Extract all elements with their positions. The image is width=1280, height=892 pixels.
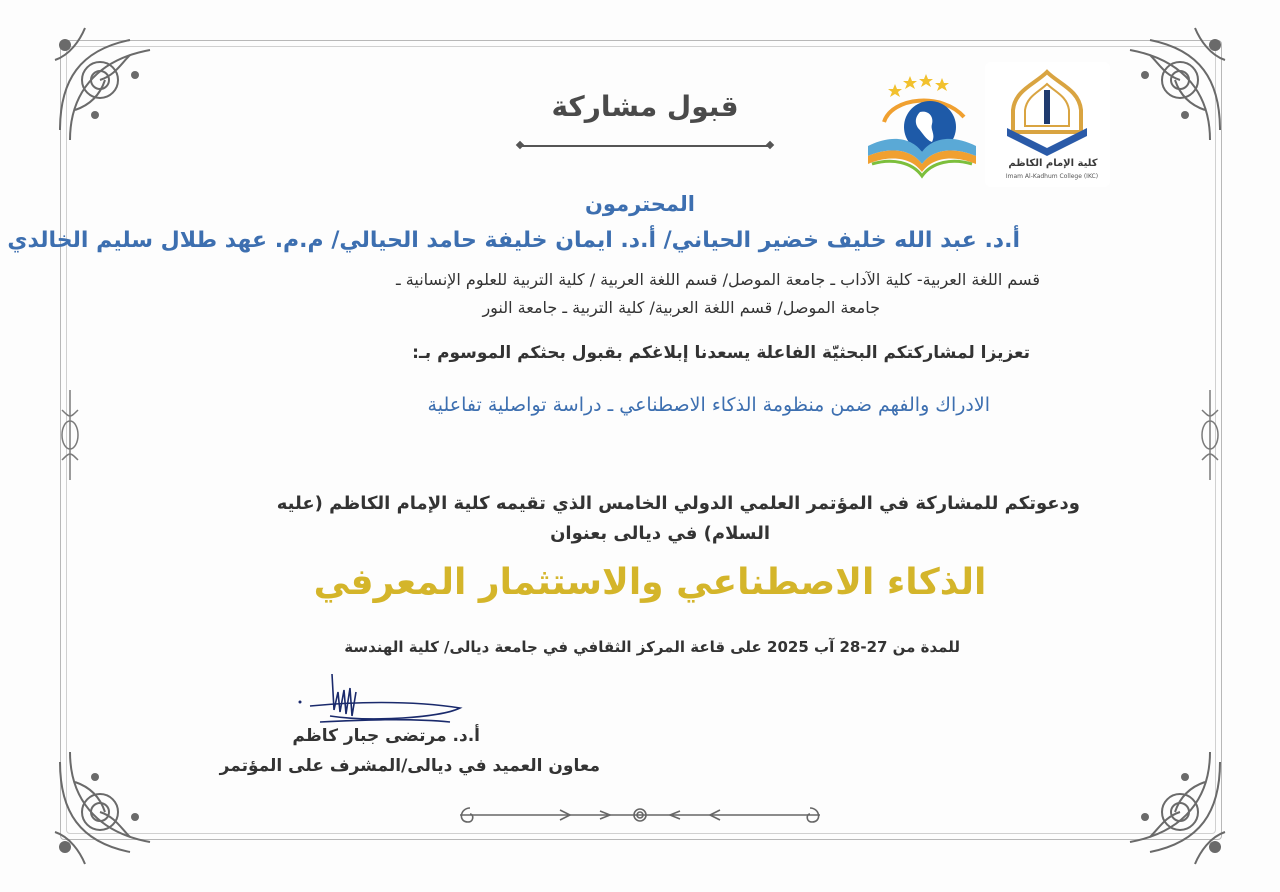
title-underline (520, 145, 770, 147)
signer-name: أ.د. مرتضى جبار كاظم (292, 726, 480, 746)
affiliation-line-2: جامعة الموصل/ قسم اللغة العربية/ كلية التربية ـ جامعة النور (482, 298, 880, 317)
conference-title: الذكاء الاصطناعي والاستثمار المعرفي (313, 562, 987, 603)
conference-dates: للمدة من 27-28 آب 2025 على قاعة المركز الثقافي في جامعة ديالى/ كلية الهندسة (344, 638, 960, 656)
salutation: المحترمون (584, 192, 696, 216)
paper-title: الادراك والفهم ضمن منظومة الذكاء الاصطناعي ـ دراسة تواصلية تفاعلية (427, 394, 990, 416)
invitation-line-1: ودعوتكم للمشاركة في المؤتمر العلمي الدولي الخامس الذي تقيمه كلية الإمام الكاظم (عليه (276, 493, 1080, 514)
college-name-en: Imam Al-Kadhum College (IKC) (1005, 173, 1099, 180)
side-ornament-left (58, 390, 82, 480)
affiliation-line-1: قسم اللغة العربية- كلية الآداب ـ جامعة الموصل/ قسم اللغة العربية / كلية التربية للعلوم الإنسانية ـ (396, 270, 1040, 289)
signature (290, 662, 480, 732)
college-name: كلية الإمام الكاظم (1008, 158, 1098, 169)
acceptance-intro: تعزيزا لمشاركتكم البحثيّة الفاعلة يسعدنا إبلاغكم بقبول بحثكم الموسوم بـ: (412, 343, 1030, 363)
corner-ornament-top-left (40, 20, 170, 150)
side-ornament-right (1198, 390, 1222, 480)
certificate-title: قبول مشاركة (551, 90, 739, 123)
invitation-line-2: السلام) في ديالى بعنوان (550, 523, 770, 544)
college-emblem (985, 62, 1110, 157)
conference-logo (862, 72, 982, 182)
recipient-names: أ.د. عبد الله خليف خضير الحياني/ أ.د. ايمان خليفة حامد الحيالي/ م.م. عهد طلال سليم الخالدي (7, 228, 1020, 253)
corner-ornament-bottom-right (1110, 742, 1240, 872)
corner-ornament-bottom-left (40, 742, 170, 872)
signer-role: معاون العميد في ديالى/المشرف على المؤتمر (219, 756, 600, 776)
bottom-ornament (440, 800, 840, 830)
corner-ornament-top-right (1110, 20, 1240, 150)
